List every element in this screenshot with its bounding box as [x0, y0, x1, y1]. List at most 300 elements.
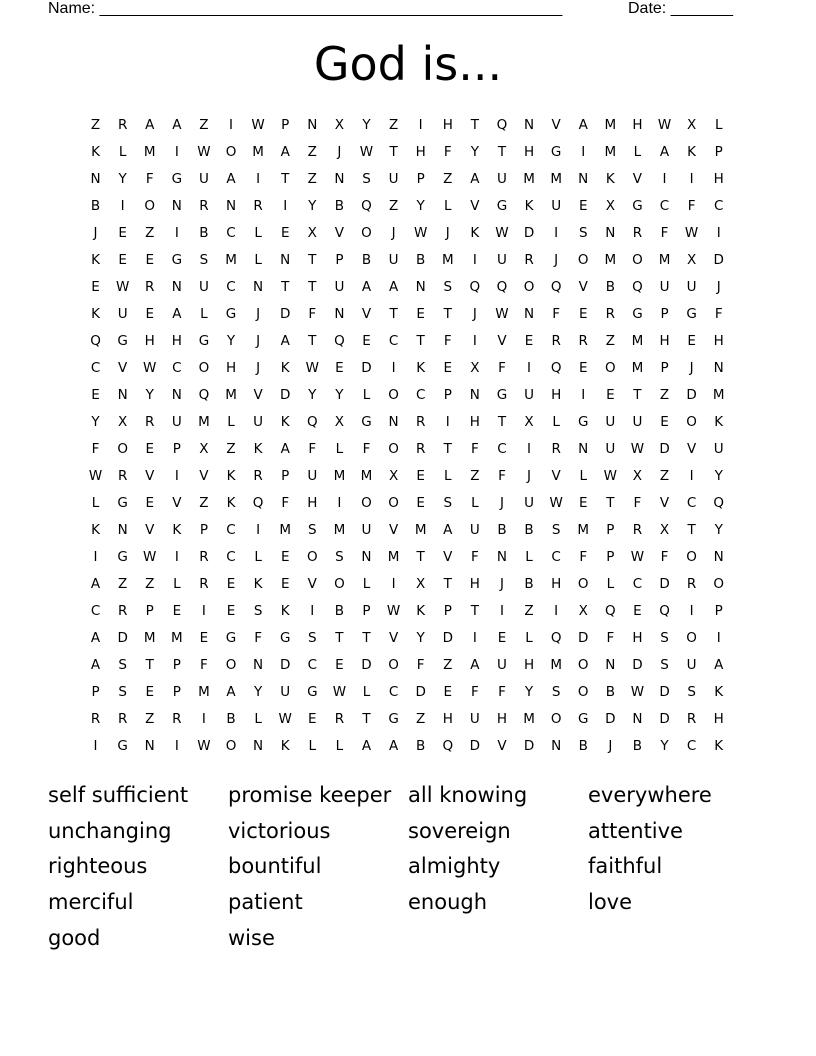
grid-cell: K — [91, 143, 100, 160]
grid-cell: T — [497, 143, 507, 160]
grid-cell: A — [388, 278, 399, 295]
grid-cell: P — [172, 683, 181, 700]
grid-cell: R — [253, 197, 263, 214]
grid-cell: L — [254, 548, 262, 565]
word-bank-item: sovereign — [408, 818, 511, 843]
word-bank-item: victorious — [228, 818, 331, 843]
grid-cell: F — [498, 467, 506, 484]
grid-cell: N — [117, 386, 128, 403]
grid-cell: F — [687, 197, 696, 214]
grid-cell: C — [90, 359, 101, 376]
grid-cell: U — [686, 656, 697, 673]
grid-cell: A — [226, 170, 236, 187]
grid-cell: T — [443, 305, 452, 322]
grid-cell: V — [551, 116, 561, 133]
grid-cell: V — [443, 548, 453, 565]
grid-cell: K — [416, 359, 426, 376]
grid-cell: P — [660, 305, 669, 322]
grid-cell: O — [523, 278, 535, 295]
grid-cell: G — [171, 170, 183, 187]
grid-cell: I — [120, 197, 125, 214]
grid-cell: I — [256, 170, 261, 187]
grid-cell: A — [226, 683, 236, 700]
grid-cell: Z — [199, 494, 209, 511]
grid-cell: C — [686, 737, 697, 754]
grid-cell: R — [551, 332, 561, 349]
grid-cell: V — [145, 467, 155, 484]
grid-cell: M — [604, 143, 617, 160]
grid-cell: R — [117, 710, 128, 727]
grid-cell: G — [198, 332, 210, 349]
word-bank-item: promise keeper — [228, 782, 392, 807]
grid-cell: W — [684, 224, 699, 241]
grid-cell: T — [416, 332, 425, 349]
grid-cell: B — [334, 602, 345, 619]
grid-cell: N — [171, 386, 182, 403]
grid-cell: M — [577, 521, 590, 538]
grid-cell: D — [659, 575, 670, 592]
page-title: God is... — [313, 37, 503, 91]
grid-cell: F — [660, 548, 669, 565]
grid-cell: E — [226, 602, 236, 619]
grid-cell: M — [333, 521, 346, 538]
grid-cell: J — [256, 305, 261, 322]
grid-cell: W — [630, 440, 645, 457]
grid-cell: V — [199, 467, 209, 484]
grid-cell: W — [143, 548, 157, 565]
grid-cell: N — [578, 440, 589, 457]
grid-cell: X — [659, 521, 670, 538]
grid-cell: P — [281, 116, 290, 133]
grid-cell: C — [172, 359, 182, 376]
grid-cell: N — [713, 359, 724, 376]
grid-cell: U — [469, 710, 480, 727]
grid-cell: A — [172, 116, 182, 133]
grid-cell: Z — [145, 575, 155, 592]
grid-cell: G — [225, 629, 237, 646]
grid-cell: F — [443, 332, 452, 349]
grid-cell: O — [577, 656, 589, 673]
grid-cell: Y — [362, 116, 371, 133]
grid-cell: H — [442, 710, 453, 727]
grid-cell: Q — [442, 737, 454, 754]
grid-cell: R — [415, 413, 426, 430]
grid-cell: M — [658, 251, 671, 268]
word-bank-item: good — [48, 925, 101, 950]
grid-cell: R — [334, 710, 345, 727]
grid-cell: F — [498, 359, 506, 376]
grid-cell: C — [226, 224, 236, 241]
grid-cell: X — [470, 359, 480, 376]
grid-cell: W — [386, 602, 401, 619]
grid-cell: O — [117, 440, 128, 457]
grid-cell: I — [472, 629, 477, 646]
grid-cell: O — [550, 710, 562, 727]
grid-cell: M — [143, 629, 156, 646]
grid-cell: Y — [91, 413, 100, 430]
word-bank-item: everywhere — [588, 782, 712, 807]
grid-cell: K — [91, 251, 100, 268]
grid-cell: H — [713, 332, 724, 349]
grid-cell: T — [416, 548, 425, 565]
grid-cell: J — [337, 143, 342, 160]
grid-cell: U — [171, 413, 182, 430]
grid-cell: R — [524, 251, 534, 268]
grid-cell: M — [198, 683, 210, 700]
grid-cell: Y — [335, 386, 344, 403]
grid-cell: E — [91, 386, 100, 403]
grid-cell: I — [229, 116, 233, 133]
grid-cell: P — [145, 602, 154, 619]
grid-cell: U — [632, 413, 643, 430]
grid-cell: S — [118, 656, 127, 673]
grid-cell: N — [578, 170, 589, 187]
grid-cell: Q — [334, 332, 345, 349]
grid-cell: F — [606, 629, 615, 646]
grid-cell: L — [118, 143, 127, 160]
grid-cell: W — [549, 494, 563, 511]
grid-cell: I — [174, 737, 179, 754]
grid-cell: B — [578, 737, 588, 754]
grid-cell: T — [362, 710, 371, 727]
grid-cell: I — [310, 602, 315, 619]
grid-cell: X — [686, 251, 697, 268]
grid-cell: P — [714, 143, 723, 160]
grid-cell: M — [712, 386, 725, 403]
grid-cell: V — [307, 575, 317, 592]
grid-cell: O — [686, 629, 697, 646]
grid-cell: W — [88, 467, 103, 484]
grid-cell: P — [416, 170, 425, 187]
grid-cell: V — [334, 224, 345, 241]
grid-cell: F — [498, 683, 506, 700]
grid-cell: O — [334, 575, 345, 592]
grid-cell: H — [496, 710, 508, 727]
grid-cell: W — [359, 143, 374, 160]
grid-cell: S — [551, 521, 561, 538]
grid-cell: U — [605, 440, 616, 457]
grid-cell: I — [174, 467, 179, 484]
grid-cell: K — [226, 494, 236, 511]
grid-cell: O — [388, 386, 399, 403]
grid-cell: T — [308, 278, 317, 295]
grid-cell: W — [413, 224, 428, 241]
grid-cell: N — [171, 278, 182, 295]
grid-cell: L — [444, 197, 452, 214]
grid-cell: G — [578, 413, 589, 430]
grid-cell: P — [91, 683, 100, 700]
grid-cell: W — [115, 278, 130, 295]
grid-cell: H — [442, 116, 453, 133]
grid-cell: Q — [496, 116, 508, 133]
grid-cell: T — [443, 575, 452, 592]
grid-cell: E — [578, 494, 588, 511]
grid-cell: X — [388, 467, 399, 484]
date-line: Date: _______ — [628, 0, 733, 17]
word-bank-item: self sufficient — [48, 782, 189, 807]
grid-cell: T — [470, 602, 479, 619]
grid-cell: X — [524, 413, 534, 430]
grid-cell: O — [361, 494, 372, 511]
grid-cell: V — [253, 386, 263, 403]
grid-cell: B — [226, 710, 236, 727]
grid-cell: L — [525, 629, 533, 646]
grid-cell: Z — [524, 602, 534, 619]
grid-cell: Z — [470, 467, 480, 484]
word-bank-item: enough — [408, 890, 488, 915]
grid-cell: S — [199, 251, 209, 268]
grid-cell: X — [199, 440, 209, 457]
grid-cell: I — [581, 386, 586, 403]
grid-cell: W — [197, 737, 211, 754]
grid-cell: M — [550, 170, 562, 187]
grid-cell: I — [391, 359, 396, 376]
grid-cell: K — [226, 467, 236, 484]
grid-cell: C — [226, 521, 236, 538]
grid-cell: R — [632, 224, 643, 241]
grid-cell: Y — [253, 683, 263, 700]
word-bank-item: love — [588, 890, 633, 915]
grid-cell: M — [550, 656, 562, 673]
grid-cell: Y — [470, 143, 479, 160]
grid-cell: E — [660, 413, 669, 430]
grid-cell: G — [632, 197, 643, 214]
grid-cell: V — [551, 467, 561, 484]
grid-cell: N — [253, 278, 264, 295]
grid-cell: N — [361, 548, 372, 565]
grid-cell: Q — [469, 278, 481, 295]
grid-cell: V — [172, 494, 182, 511]
grid-cell: R — [117, 467, 128, 484]
grid-cell: F — [308, 305, 317, 322]
grid-cell: W — [305, 359, 319, 376]
grid-cell: F — [145, 170, 154, 187]
grid-cell: D — [523, 224, 535, 241]
grid-cell: A — [280, 440, 290, 457]
grid-cell: V — [361, 305, 372, 322]
grid-cell: I — [662, 170, 667, 187]
grid-cell: K — [524, 197, 534, 214]
grid-cell: H — [469, 413, 480, 430]
grid-cell: U — [497, 170, 507, 187]
grid-cell: E — [145, 305, 154, 322]
grid-cell: I — [93, 737, 98, 754]
grid-cell: O — [225, 143, 237, 160]
grid-cell: I — [689, 170, 694, 187]
grid-cell: E — [578, 359, 588, 376]
grid-cell: A — [90, 629, 101, 646]
grid-cell: P — [714, 602, 723, 619]
grid-cell: A — [90, 575, 101, 592]
grid-cell: K — [470, 224, 480, 241]
grid-cell: B — [605, 278, 615, 295]
grid-cell: M — [360, 467, 373, 484]
grid-cell: K — [416, 602, 426, 619]
grid-cell: I — [418, 116, 423, 133]
grid-cell: L — [633, 143, 642, 160]
grid-cell: G — [117, 494, 128, 511]
grid-cell: T — [606, 494, 615, 511]
grid-cell: G — [388, 710, 399, 727]
grid-cell: T — [281, 170, 290, 187]
worksheet-header — [48, 0, 740, 18]
grid-cell: O — [577, 575, 589, 592]
grid-cell: T — [470, 116, 479, 133]
grid-cell: E — [416, 305, 425, 322]
grid-cell: I — [174, 143, 179, 160]
grid-cell: R — [551, 440, 561, 457]
grid-cell: B — [416, 251, 426, 268]
grid-cell: U — [117, 305, 128, 322]
grid-cell: D — [523, 737, 535, 754]
grid-cell: K — [280, 359, 290, 376]
grid-cell: E — [578, 197, 588, 214]
grid-cell: A — [361, 278, 372, 295]
grid-cell: B — [334, 197, 345, 214]
grid-cell: C — [388, 332, 399, 349]
grid-cell: K — [605, 170, 615, 187]
grid-cell: I — [689, 602, 694, 619]
grid-cell: S — [308, 521, 317, 538]
grid-cell: U — [280, 683, 291, 700]
grid-cell: K — [253, 575, 263, 592]
grid-cell: F — [362, 440, 371, 457]
grid-cell: D — [280, 656, 291, 673]
grid-cell: E — [687, 332, 696, 349]
grid-cell: I — [499, 602, 504, 619]
word-bank-item: righteous — [48, 854, 148, 879]
grid-cell: H — [713, 710, 724, 727]
grid-cell: T — [145, 656, 154, 673]
grid-cell: D — [280, 305, 291, 322]
grid-cell: E — [280, 575, 290, 592]
grid-cell: E — [145, 683, 154, 700]
grid-cell: Z — [388, 197, 399, 214]
grid-cell: N — [469, 386, 480, 403]
grid-cell: S — [118, 683, 127, 700]
grid-cell: O — [388, 656, 399, 673]
grid-cell: E — [280, 548, 290, 565]
grid-cell: B — [605, 683, 615, 700]
grid-cell: P — [660, 359, 669, 376]
grid-cell: Z — [416, 710, 426, 727]
grid-cell: L — [552, 413, 560, 430]
grid-cell: A — [145, 116, 155, 133]
grid-cell: G — [632, 305, 643, 322]
grid-cell: L — [362, 683, 371, 700]
grid-cell: F — [91, 440, 100, 457]
grid-cell: U — [659, 278, 670, 295]
grid-cell: F — [254, 629, 262, 646]
grid-cell: Y — [308, 197, 317, 214]
grid-cell: P — [443, 602, 452, 619]
grid-cell: Z — [443, 656, 453, 673]
grid-cell: G — [117, 548, 128, 565]
grid-cell: G — [117, 737, 128, 754]
grid-cell: F — [308, 440, 317, 457]
grid-cell: U — [388, 251, 399, 268]
grid-cell: X — [334, 116, 345, 133]
grid-cell: N — [713, 548, 724, 565]
grid-cell: Z — [145, 224, 155, 241]
grid-cell: G — [171, 251, 183, 268]
grid-cell: L — [471, 494, 479, 511]
grid-cell: E — [578, 305, 588, 322]
grid-cell: Q — [550, 629, 562, 646]
grid-cell: L — [444, 467, 452, 484]
grid-cell: O — [144, 197, 156, 214]
grid-cell: Y — [118, 170, 127, 187]
grid-cell: P — [281, 467, 290, 484]
grid-cell: T — [443, 440, 452, 457]
grid-cell: I — [283, 197, 288, 214]
grid-cell: H — [659, 332, 670, 349]
grid-cell: D — [632, 656, 643, 673]
grid-cell: M — [523, 710, 535, 727]
grid-cell: T — [308, 332, 317, 349]
grid-cell: O — [388, 440, 399, 457]
grid-cell: D — [361, 656, 372, 673]
grid-cell: C — [226, 278, 236, 295]
grid-cell: V — [388, 629, 399, 646]
grid-cell: E — [91, 278, 100, 295]
grid-cell: A — [361, 737, 372, 754]
grid-cell: R — [90, 710, 101, 727]
grid-cell: C — [632, 575, 643, 592]
grid-cell: E — [308, 710, 317, 727]
grid-cell: H — [523, 143, 535, 160]
grid-cell: E — [443, 683, 453, 700]
grid-cell: P — [362, 602, 371, 619]
grid-cell: D — [117, 629, 128, 646]
grid-cell: I — [716, 629, 721, 646]
grid-cell: S — [443, 278, 453, 295]
grid-cell: O — [605, 359, 616, 376]
grid-cell: U — [253, 413, 264, 430]
grid-cell: M — [523, 170, 535, 187]
grid-cell: H — [551, 575, 562, 592]
grid-cell: J — [499, 575, 504, 592]
grid-cell: Q — [550, 278, 562, 295]
grid-cell: U — [524, 386, 534, 403]
grid-cell: J — [499, 494, 504, 511]
grid-cell: H — [144, 332, 155, 349]
word-bank-item: wise — [228, 925, 275, 950]
grid-cell: Z — [199, 116, 209, 133]
grid-cell: L — [254, 251, 262, 268]
grid-cell: E — [416, 467, 425, 484]
grid-cell: L — [200, 305, 208, 322]
grid-cell: A — [714, 656, 724, 673]
grid-cell: N — [307, 116, 318, 133]
grid-cell: F — [470, 440, 479, 457]
grid-cell: T — [335, 629, 344, 646]
grid-cell: D — [659, 710, 670, 727]
grid-cell: D — [713, 251, 724, 268]
grid-cell: I — [174, 224, 179, 241]
grid-cell: G — [279, 629, 291, 646]
grid-cell: E — [443, 359, 453, 376]
grid-cell: F — [443, 143, 452, 160]
grid-cell: R — [172, 710, 182, 727]
grid-cell: V — [497, 737, 507, 754]
grid-cell: S — [660, 629, 669, 646]
grid-cell: R — [199, 548, 209, 565]
grid-cell: V — [632, 170, 643, 187]
grid-cell: M — [414, 521, 427, 538]
grid-cell: M — [143, 143, 156, 160]
grid-cell: A — [388, 737, 399, 754]
